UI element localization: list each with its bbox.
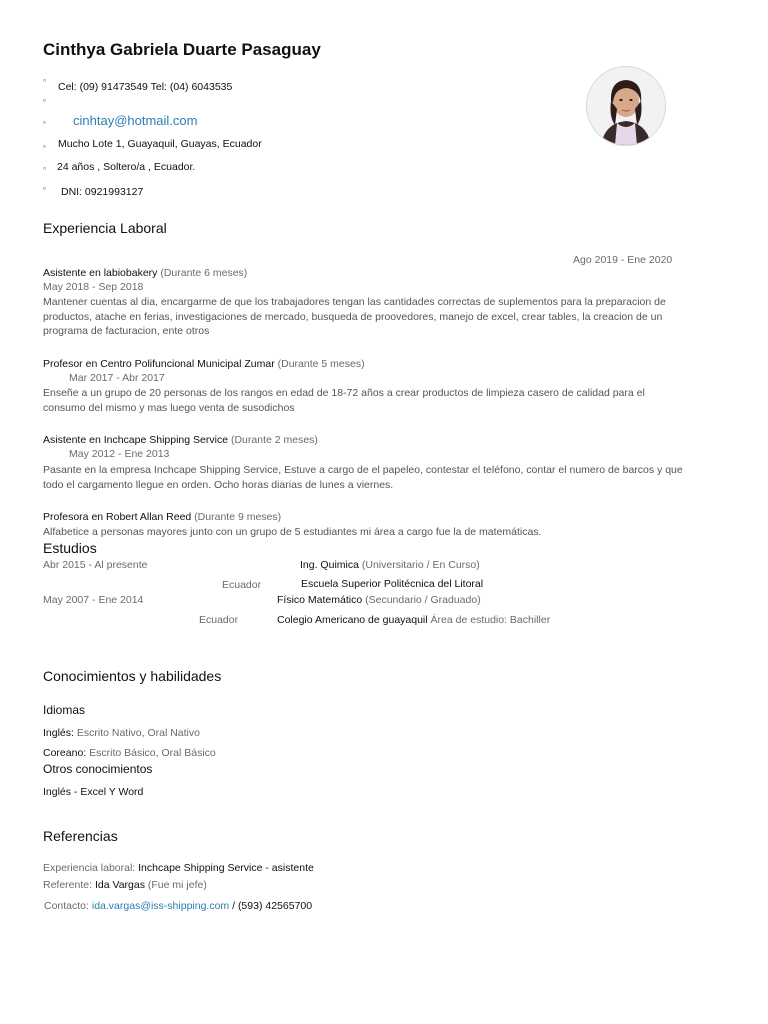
references-section-title: Referencias [43, 828, 118, 844]
job-title [43, 358, 365, 370]
degree-text: Físico Matemático [277, 594, 363, 606]
degree-detail: (Secundario / Graduado) [365, 594, 481, 606]
language-item [43, 727, 200, 739]
contact-label: Contacto: [44, 900, 89, 912]
language-level: Escrito Nativo, Oral Nativo [76, 727, 200, 739]
other-skills-text: Inglés - Excel Y Word [43, 786, 144, 798]
education-country: Ecuador [199, 614, 239, 626]
languages-title: Idiomas [43, 703, 86, 717]
education-school: Escuela Superior Politécnica del Litoral [301, 578, 484, 590]
reference-experience-label: Experiencia laboral: [43, 862, 136, 874]
job-duration: (Durante 9 meses) [194, 511, 282, 523]
job-description: Pasante en la empresa Inchcape Shipping Service, Estuve a cargo de el papeleo, contestar el teléfono, contar el numero de barcos y que todo el cargamento llegue en orden. Ocho horas diarias de lunes a viernes. [43, 464, 683, 491]
skills-section-title: Conocimientos y habilidades [43, 668, 222, 684]
education-degree [300, 559, 480, 571]
profile-photo-image [587, 67, 665, 145]
other-skills-title: Otros conocimientos [43, 762, 153, 776]
job-duration: (Durante 2 meses) [230, 434, 318, 446]
bullet-icon: ▫ [43, 142, 46, 151]
degree-detail: (Universitario / En Curso) [361, 559, 480, 571]
language-name: Inglés: [43, 727, 74, 739]
contact-phone: / (593) 42565700 [229, 900, 313, 912]
education-section-title: Estudios [43, 540, 97, 556]
education-dates: May 2007 - Ene 2014 [43, 594, 144, 606]
language-name: Coreano: [43, 747, 87, 759]
candidate-name: Cinthya Gabriela Duarte Pasaguay [43, 40, 321, 59]
address-text: Mucho Lote 1, Guayaquil, Guayas, Ecuador [58, 138, 262, 150]
reference-experience-value: Inchcape Shipping Service - asistente [138, 862, 314, 874]
language-level: Escrito Básico, Oral Básico [89, 747, 216, 759]
language-item [43, 747, 216, 759]
top-date: Ago 2019 - Ene 2020 [573, 254, 673, 266]
referent-label: Referente: [43, 879, 93, 891]
bullet-icon: ▫ [43, 184, 46, 193]
phone-text: Cel: (09) 91473549 Tel: (04) 6043535 [58, 81, 233, 93]
job-duration: (Durante 5 meses) [277, 358, 365, 370]
profile-photo [586, 66, 666, 146]
job-title-text: Profesora en Robert Allan Reed [43, 511, 192, 523]
bullet-icon: ▫ [43, 76, 46, 85]
job-title [43, 511, 281, 523]
job-title [43, 267, 247, 279]
job-description: Mantener cuentas al dia, encargarme de que los trabajadores tengan las cantidades correctas de suplementos para la preparacion de productos, atache en ferias, investigaciones de mercado, busqueda de proovedores, manejo de excel, crear tables, la creacion de un programa de facturacion, ente otros [43, 296, 666, 337]
contact-email-link[interactable]: ida.vargas@iss-shipping.com [91, 900, 230, 912]
job-dates: May 2012 - Ene 2013 [69, 448, 170, 460]
age-status-text: 24 años , Soltero/a , Ecuador. [57, 161, 196, 173]
bullet-icon: ▫ [43, 118, 46, 127]
education-country: Ecuador [222, 579, 262, 591]
bullet-icon: ▫ [43, 96, 46, 105]
dni-text: DNI: 0921993127 [61, 186, 144, 198]
job-description: Enseñe a un grupo de 20 personas de los rangos en edad de 18-72 años a crear productos de limpieza casero de calidad para el consumo del mismo y mas luego venta de susodichos [43, 387, 645, 414]
education-school [277, 614, 550, 626]
job-title-text: Asistente en Inchcape Shipping Service [43, 434, 229, 446]
education-degree [277, 594, 481, 606]
job-duration: (Durante 6 meses) [160, 267, 248, 279]
bullet-icon: ▫ [43, 164, 46, 173]
email-link[interactable]: cinhtay@hotmail.com [73, 113, 198, 128]
reference-experience [43, 862, 314, 874]
job-dates: May 2018 - Sep 2018 [43, 281, 144, 293]
referent-name: Ida Vargas [94, 879, 145, 891]
study-area: Área de estudio: Bachiller [430, 614, 551, 626]
reference-person [43, 879, 207, 891]
job-description: Alfabetice a personas mayores junto con un grupo de 5 estudiantes mi área a cargo fue la de matemáticas. [43, 526, 542, 538]
job-dates: Mar 2017 - Abr 2017 [69, 372, 165, 384]
referent-relation: (Fue mi jefe) [147, 879, 207, 891]
job-title [43, 434, 318, 446]
experience-section-title: Experiencia Laboral [43, 220, 167, 236]
degree-text: Ing. Quimica [300, 559, 359, 571]
education-dates: Abr 2015 - Al presente [43, 559, 148, 571]
job-title-text: Profesor en Centro Polifuncional Municipal Zumar [43, 358, 275, 370]
job-title-text: Asistente en labiobakery [43, 267, 158, 279]
school-text: Colegio Americano de guayaquil [277, 614, 428, 626]
reference-contact [44, 900, 312, 912]
